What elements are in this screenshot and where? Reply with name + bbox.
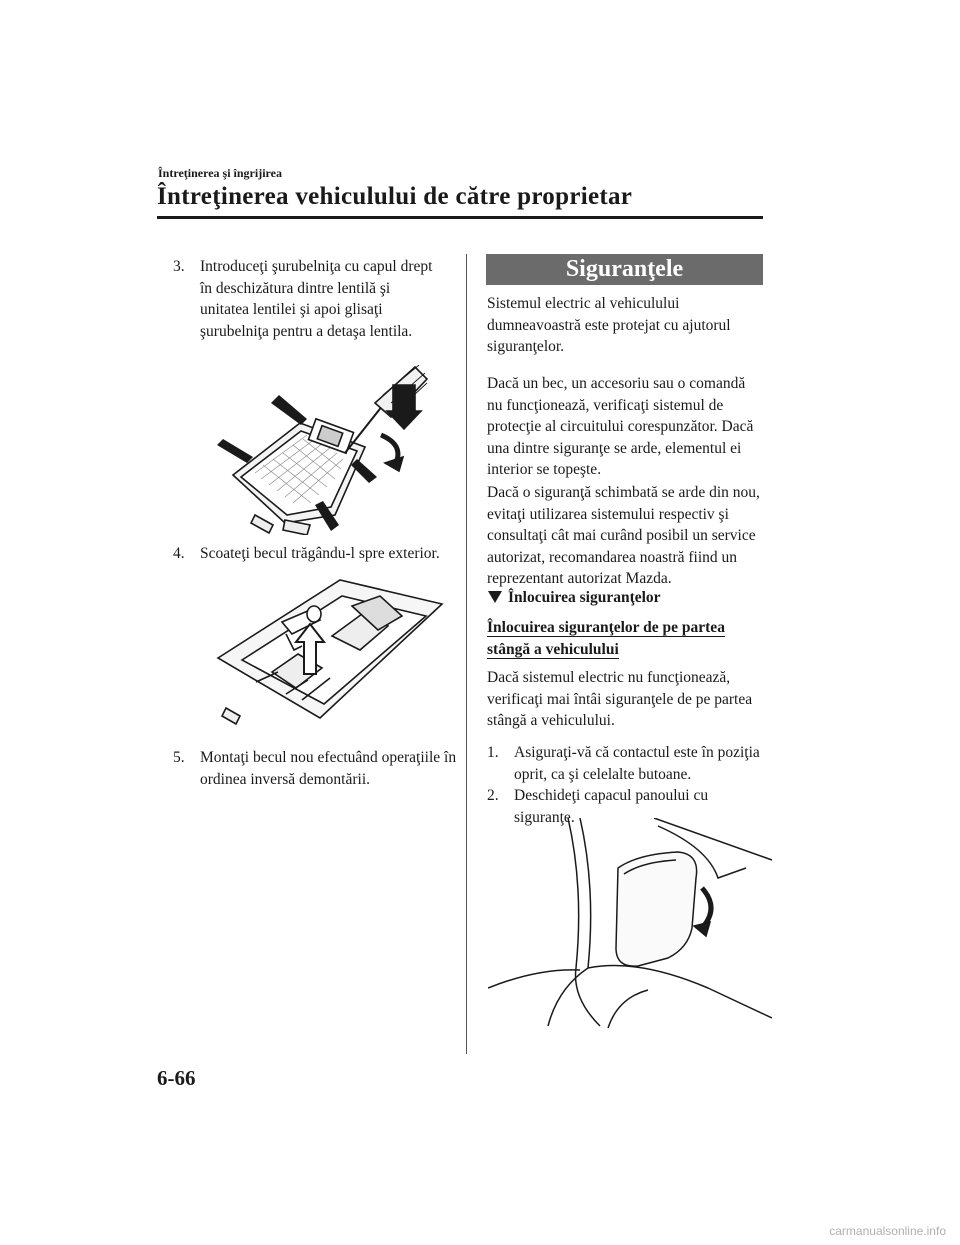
section-banner: Siguranţele [486, 254, 763, 285]
section-label: Întreţinerea şi îngrijirea [158, 166, 282, 180]
step-text: Montaţi becul nou efectuând operaţiile în ordinea inversă demontării. [200, 749, 457, 788]
step-number: 1. [487, 744, 499, 761]
fuse-panel-cover-illustration [488, 818, 773, 1028]
step-text: Asiguraţi-vă că contactul este în poziţia oprit, ca şi celelalte butoane. [514, 744, 760, 783]
step-3 [173, 256, 443, 342]
underlined-heading-line2: stângă a vehiculului [487, 640, 619, 658]
lens-removal-illustration [215, 365, 430, 535]
step-number: 5. [173, 749, 185, 766]
chapter-title: Întreţinerea vehiculului de către proprietar [157, 183, 633, 210]
bulb-removal-illustration [212, 576, 447, 726]
step-4 [173, 543, 463, 565]
paragraph-left-side: Dacă sistemul electric nu funcţionează, verificaţi mai întâi siguranţele de pe partea stângă a vehiculului. [487, 669, 753, 729]
page-number: 6-66 [157, 1066, 196, 1090]
triangle-marker-icon [488, 591, 502, 603]
step-1 [487, 742, 762, 785]
paragraph-intro: Sistemul electric al vehiculului dumneavoastră este protejat cu ajutorul siguranţelor. [487, 295, 731, 355]
step-number: 3. [173, 258, 185, 275]
underlined-heading-line1: Înlocuirea siguranţelor de pe partea [487, 619, 725, 636]
step-number: 2. [487, 787, 499, 804]
paragraph-replace: Dacă o siguranţă schimbată se arde din nou, evitaţi utilizarea sistemului respectiv şi consultaţi cât mai curând posibil un service autorizat, recomandarea noastră fiind un reprezentant autorizat Mazda. [487, 484, 760, 587]
step-text: Introduceţi şurubelniţa cu capul drept în deschizătura dintre lentilă şi unitatea lentilei şi apoi glisaţi şurubelniţa pentru a detaşa lentila. [200, 258, 433, 340]
step-text: Scoateţi becul trăgându-l spre exterior. [200, 545, 440, 562]
watermark: carmanualsonline.info [829, 1224, 946, 1238]
subheading [488, 589, 661, 607]
header-rule [157, 216, 763, 219]
subheading-text: Înlocuirea siguranţelor [508, 589, 661, 606]
underlined-heading [487, 617, 725, 660]
step-5 [173, 747, 463, 790]
column-divider [466, 254, 467, 1054]
step-text: Deschideţi capacul panoului cu siguranţe. [514, 787, 709, 826]
paragraph-check: Dacă un bec, un accesoriu sau o comandă nu funcţionează, verificaţi sistemul de protecţie al circuitului corespunzător. Dacă una dintre siguranţe se arde, elementul ei interior se topeşte. [487, 375, 754, 478]
step-number: 4. [173, 545, 185, 562]
